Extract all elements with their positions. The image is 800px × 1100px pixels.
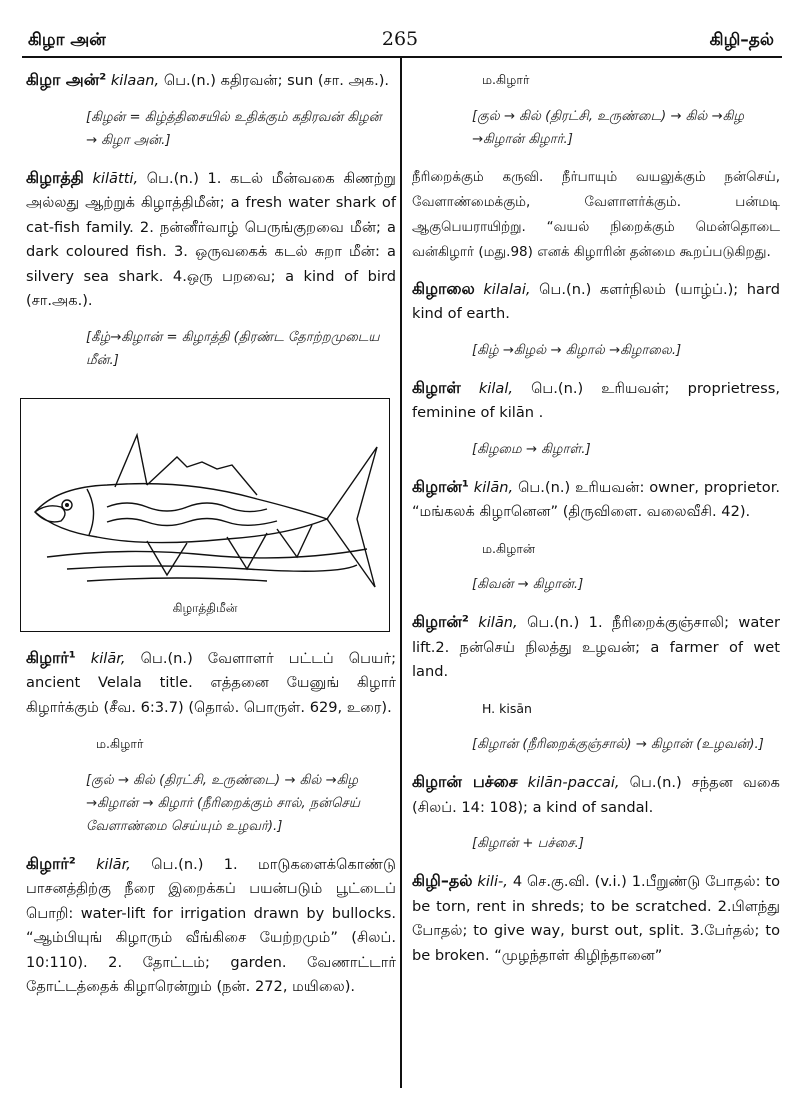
etymology: [கிழ் →கிழல் → கிழால் →கிழாலை.]	[472, 342, 682, 358]
etymology: [கிழன் = கிழ்த்திசையில் உதிக்கும் கதிரவன் கிழன் → கிழா அன்.]	[86, 109, 382, 148]
fish-illustration	[20, 398, 390, 632]
definition: பெ.(n.) வேளாளர் பட்டப் பெயர்; ancient Velala title. எத்தனை யேனுங் கிழார் கிழார்க்கும் (சீவ. 6:3.7) (தொல். பொருள். 629, உரை).	[26, 649, 397, 716]
entry-kilar-1	[26, 646, 396, 721]
usage-note: நீரிறைக்கும் கருவி. நீர்பாயும் வயலுக்கும் நன்செய், வேளாண்மைக்கும், வேளாளர்க்கும். பன்மடி ஆகுபெயராயிற்று. “வயல் நிறைக்கும் மென்தொடை வன்கிழார் (மது.98) எனக் கிழாரின் தன்மை கூறப்படுகிறது.	[412, 168, 780, 260]
entry-kilan-1	[412, 475, 780, 525]
etymology: [கிழமை → கிழாள்.]	[472, 441, 591, 457]
definition: பெ.(n.) 1. கடல் மீன்வகை கிணற்று அல்லது ஆற்றுக் கிழாத்திமீன்; a fresh water shark of cat-fish family. 2. நன்னீர்வாழ் பெருங்குறவை மீன்; a dark coloured fish. 3. ஒருவகைக் கடல் சுறா மீன்: a silvery sea shark. 4.ஒரு பறவை; a kind of bird (சா.அக.).	[26, 169, 397, 309]
definition: பெ.(n.) சந்தன வகை (சிலப். 14: 108); a kind of sandal.	[412, 774, 781, 816]
transliteration: kilān,	[478, 614, 518, 631]
headword: கிழார்¹	[26, 647, 76, 667]
etymology: [கிழான் (நீரிறைக்குஞ்சால்) → கிழான் (உழவன்).]	[472, 737, 764, 752]
entry-kilalai	[412, 277, 780, 327]
transliteration: kili-,	[477, 873, 508, 890]
entry-kilaan	[26, 68, 396, 94]
headword: கிழார்²	[26, 853, 76, 873]
transliteration: kilān-paccai,	[527, 774, 620, 791]
transliteration: kilār,	[90, 649, 126, 667]
page-header	[0, 0, 800, 52]
headword: கிழாத்தி	[26, 167, 84, 187]
etymology: [கிவன் → கிழான்.]	[472, 577, 584, 592]
headword: கிழா அன்²	[26, 70, 107, 89]
etymology: [குல் → கில் (திரட்சி, உருண்டை) → கில் →கிழ →கிழான் கிழார்.]	[472, 108, 745, 147]
running-head-left: கிழா அன்	[28, 30, 106, 50]
entry-kilatti	[26, 166, 396, 314]
entry-kili-tal	[412, 869, 780, 968]
headword: கிழான்²	[412, 612, 469, 631]
definition: பெ.(n.) 1. நீரிறைக்குஞ்சாலி; water lift.2. நன்செய் நிலத்து உழவன்; a farmer of wet land.	[412, 614, 780, 680]
headword: கிழான்¹	[412, 476, 469, 496]
cognate: ம.கிழார்	[96, 736, 144, 751]
entry-kilar-2	[26, 852, 396, 1000]
transliteration: kilal,	[478, 379, 514, 397]
transliteration: kilātti,	[92, 169, 139, 187]
cognate: ம.கிழான்	[482, 540, 535, 556]
definition: பெ.(n.) கதிரவன்; sun (சா. அக.).	[163, 72, 390, 89]
entry-kilan-2	[412, 610, 780, 685]
cognate: ம.கிழார்	[482, 72, 530, 87]
column-divider	[400, 58, 402, 1088]
transliteration: kilaan,	[110, 72, 160, 89]
definition: பெ.(n.) 1. மாடுகளைக்கொண்டு பாசனத்திற்கு நீரை இறைக்கப் பயன்படும் பூட்டைப் பொறி: water-lift for irrigation drawn by bullocks. “ஆம்பியுங் கிழாரும் வீங்கிசை யேற்றமும்” (சிலப். 10:110). 2. தோட்டம்; garden. வேணாட்டார் தோட்டத்தைக் கிழாரென்றும் (நன். 272, மயிலை).	[26, 855, 397, 995]
definition: பெ.(n.) களர்நிலம் (யாழ்ப்.); hard kind of earth.	[412, 280, 781, 322]
etymology: [குல் → கில் (திரட்சி, உருண்டை) → கில் →கிழ →கிழான் → கிழார் (நீரிறைக்கும் சால், நன்செய் வேளாண்மை செய்யும் உழவர்).]	[86, 772, 361, 834]
running-head-right: கிழி–தல்	[709, 30, 774, 50]
left-column	[26, 68, 396, 1012]
definition: 4 செ.கு.வி. (v.i.) 1.பீறுண்டு போதல்: to be torn, rent in shreds; to be scratched. 2.பிளந்து போதல்; to give way, burst out, split. 3.பேர்தல்; to be broken. “முழந்தாள் கிழிந்தானை”	[412, 873, 781, 964]
definition: பெ.(n.) உரியவன்: owner, proprietor. “மங்கலக் கிழானென” (திருவிளை. வலைவீசி. 42).	[412, 478, 780, 520]
entry-kilal	[412, 376, 780, 426]
cognate: H. kisān	[482, 700, 532, 716]
definition: பெ.(n.) உரியவள்; proprietress, feminine of kilān .	[412, 379, 780, 421]
headword: கிழி–தல்	[412, 871, 473, 890]
page-number: 265	[381, 28, 419, 50]
headword: கிழான் பச்சை	[412, 772, 518, 791]
transliteration: kilalai,	[483, 280, 531, 298]
header-rule	[22, 56, 782, 58]
etymology: [கீழ்→கிழான் = கிழாத்தி (திரண்ட தோற்றமுடைய மீன்.]	[86, 329, 380, 368]
transliteration: kilār,	[96, 855, 131, 873]
transliteration: kilān,	[473, 478, 514, 496]
entry-kilan-paccai	[412, 770, 780, 820]
right-column	[412, 68, 780, 980]
etymology: [கிழான் + பச்சை.]	[472, 836, 584, 851]
headword: கிழாள்	[412, 377, 461, 397]
fish-drawing-icon	[27, 407, 383, 597]
headword: கிழாலை	[412, 278, 475, 298]
figure-caption: கிழாத்திமீன்	[172, 601, 238, 615]
